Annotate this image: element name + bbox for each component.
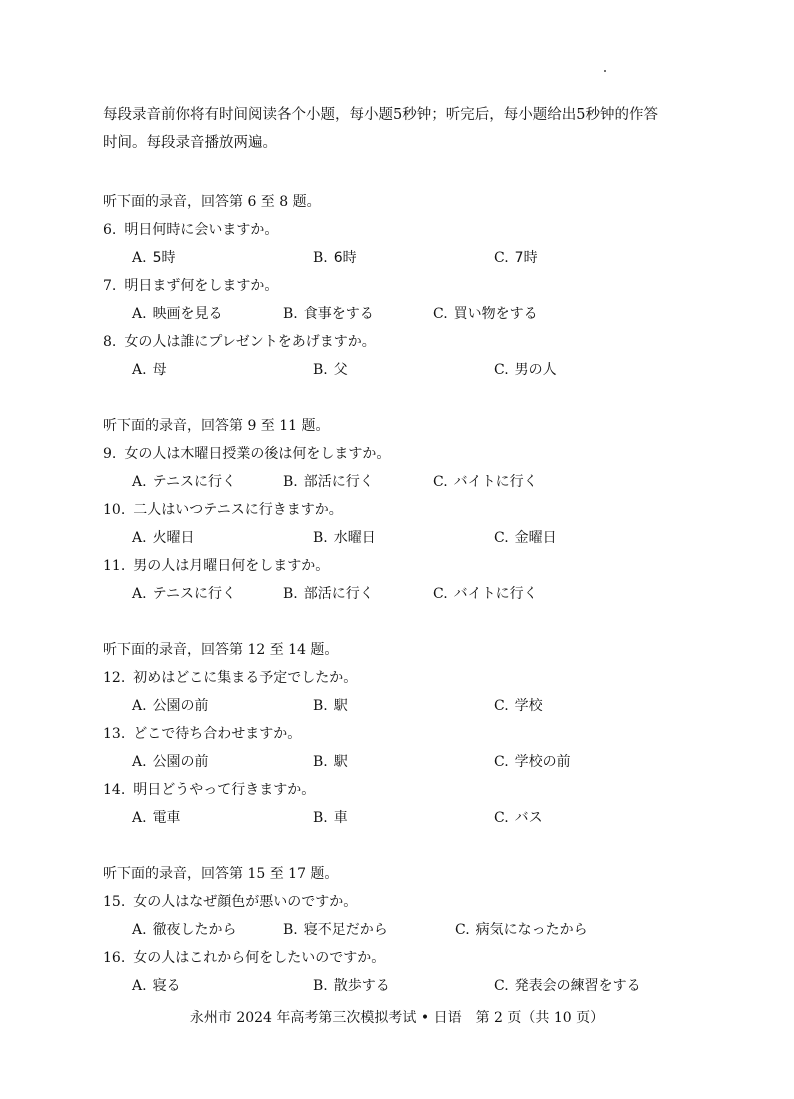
option-letter: C.	[494, 250, 509, 266]
option-letter: B.	[283, 474, 298, 490]
option-c	[433, 303, 538, 323]
option-letter: A.	[132, 810, 147, 826]
instructions-line-2: 时间。每段录音播放两遍。	[103, 135, 277, 151]
option-text: 男の人	[514, 362, 557, 378]
option-c	[494, 751, 571, 771]
question-text: 明日まず何をしますか。	[124, 278, 279, 294]
option-text: 学校の前	[514, 754, 571, 770]
question-number: 8.	[103, 334, 117, 350]
option-a	[132, 303, 223, 323]
option-letter: A.	[132, 306, 147, 322]
option-text: 学校	[514, 698, 543, 714]
option-b	[313, 695, 348, 715]
option-letter: B.	[313, 754, 328, 770]
option-text: 買い物をする	[453, 306, 538, 322]
option-text: 5時	[152, 250, 176, 266]
question-number: 9.	[103, 446, 117, 462]
option-text: 7時	[514, 250, 538, 266]
option-text: 電車	[152, 810, 181, 826]
question-number: 7.	[103, 278, 117, 294]
option-text: 散歩する	[333, 978, 390, 994]
option-letter: C.	[433, 306, 448, 322]
question-text: どこで待ち合わせますか。	[133, 726, 302, 742]
option-letter: C.	[433, 586, 448, 602]
page-footer: 永州市 2024 年高考第三次模拟考试 • 日语 第 2 页（共 10 页）	[189, 1010, 605, 1026]
option-b	[313, 975, 390, 995]
option-c	[433, 471, 538, 491]
option-c	[494, 807, 543, 827]
option-text: 徹夜したから	[152, 922, 237, 938]
option-text: 部活に行く	[303, 474, 374, 490]
option-letter: B.	[283, 586, 298, 602]
option-letter: A.	[132, 978, 147, 994]
question-7	[103, 275, 278, 295]
option-text: 発表会の練習をする	[514, 978, 641, 994]
option-text: 病気になったから	[475, 922, 588, 938]
option-c	[494, 975, 641, 995]
option-letter: C.	[433, 474, 448, 490]
option-letter: B.	[313, 362, 328, 378]
question-text: 女の人は誰にプレゼントをあげますか。	[124, 334, 376, 350]
option-a	[132, 751, 209, 771]
section-header: 听下面的录音，回答第 9 至 11 题。	[103, 418, 330, 434]
option-text: テニスに行く	[152, 474, 237, 490]
option-a	[132, 807, 181, 827]
option-text: バイトに行く	[453, 586, 538, 602]
option-text: 寝る	[152, 978, 181, 994]
question-number: 12.	[103, 670, 126, 686]
section-header: 听下面的录音，回答第 12 至 14 题。	[103, 642, 339, 658]
option-b	[283, 583, 374, 603]
option-a	[132, 471, 236, 491]
option-letter: A.	[132, 362, 147, 378]
question-number: 16.	[103, 950, 126, 966]
option-text: 父	[333, 362, 348, 378]
question-text: 明日どうやって行きますか。	[133, 782, 316, 798]
option-text: 公園の前	[152, 698, 209, 714]
option-letter: C.	[494, 530, 509, 546]
option-letter: C.	[494, 698, 509, 714]
option-text: バイトに行く	[453, 474, 538, 490]
option-a	[132, 527, 195, 547]
question-number: 13.	[103, 726, 126, 742]
option-text: 車	[333, 810, 348, 826]
option-text: 公園の前	[152, 754, 209, 770]
question-number: 11.	[103, 558, 126, 574]
option-a	[132, 247, 175, 267]
option-letter: A.	[132, 698, 147, 714]
question-text: 女の人は木曜日授業の後は何をしますか。	[124, 446, 391, 462]
option-letter: A.	[132, 922, 147, 938]
option-text: 駅	[333, 698, 348, 714]
question-14	[103, 779, 315, 799]
option-a	[132, 359, 167, 379]
section-header: 听下面的录音，回答第 15 至 17 题。	[103, 866, 339, 882]
instructions-line-1: 每段录音前你将有时间阅读各个小题，每小题5秒钟；听完后，每小题给出5秒钟的作答	[103, 107, 658, 123]
option-letter: B.	[313, 698, 328, 714]
option-a	[132, 583, 236, 603]
option-b	[313, 807, 348, 827]
question-10	[103, 499, 343, 519]
question-16	[103, 947, 385, 967]
option-letter: A.	[132, 250, 147, 266]
option-b	[283, 303, 374, 323]
question-11	[103, 555, 329, 575]
option-c	[433, 583, 538, 603]
option-letter: A.	[132, 754, 147, 770]
option-c	[455, 919, 588, 939]
option-b	[313, 527, 376, 547]
option-letter: A.	[132, 586, 147, 602]
option-text: 寝不足だから	[303, 922, 388, 938]
question-text: 二人はいつテニスに行きますか。	[133, 502, 343, 518]
option-text: 6時	[333, 250, 357, 266]
option-text: 母	[152, 362, 167, 378]
question-text: 男の人は月曜日何をしますか。	[133, 558, 330, 574]
option-letter: A.	[132, 474, 147, 490]
option-text: 部活に行く	[303, 586, 374, 602]
question-13	[103, 723, 301, 743]
question-8	[103, 331, 376, 351]
option-a	[132, 695, 209, 715]
question-number: 15.	[103, 894, 126, 910]
option-letter: C.	[494, 754, 509, 770]
option-letter: C.	[494, 362, 509, 378]
option-b	[313, 247, 357, 267]
instructions	[103, 101, 703, 157]
question-number: 14.	[103, 782, 126, 798]
question-15	[103, 891, 357, 911]
question-text: 女の人はなぜ顔色が悪いのですか。	[133, 894, 358, 910]
option-letter: C.	[455, 922, 470, 938]
option-a	[132, 975, 181, 995]
option-text: 水曜日	[333, 530, 376, 546]
option-b	[283, 471, 374, 491]
option-letter: C.	[494, 978, 509, 994]
option-c	[494, 247, 538, 267]
option-text: 金曜日	[514, 530, 557, 546]
option-b	[283, 919, 388, 939]
option-text: バス	[514, 810, 543, 826]
option-c	[494, 527, 557, 547]
option-letter: B.	[313, 530, 328, 546]
option-letter: B.	[313, 810, 328, 826]
question-text: 初めはどこに集まる予定でしたか。	[133, 670, 358, 686]
option-a	[132, 919, 237, 939]
question-12	[103, 667, 357, 687]
option-letter: C.	[494, 810, 509, 826]
question-6	[103, 219, 278, 239]
option-text: 火曜日	[152, 530, 195, 546]
option-letter: B.	[283, 922, 298, 938]
option-text: 駅	[333, 754, 348, 770]
option-text: 映画を見る	[152, 306, 223, 322]
option-letter: A.	[132, 530, 147, 546]
scan-dot	[604, 70, 606, 72]
section-header: 听下面的录音，回答第 6 至 8 题。	[103, 194, 321, 210]
question-text: 女の人はこれから何をしたいのですか。	[133, 950, 386, 966]
option-text: 食事をする	[303, 306, 374, 322]
option-letter: B.	[283, 306, 298, 322]
question-9	[103, 443, 390, 463]
option-b	[313, 359, 348, 379]
option-b	[313, 751, 348, 771]
option-text: テニスに行く	[152, 586, 237, 602]
option-c	[494, 359, 557, 379]
question-number: 10.	[103, 502, 126, 518]
option-c	[494, 695, 543, 715]
option-letter: B.	[313, 978, 328, 994]
question-number: 6.	[103, 222, 117, 238]
question-text: 明日何時に会いますか。	[124, 222, 279, 238]
option-letter: B.	[313, 250, 328, 266]
